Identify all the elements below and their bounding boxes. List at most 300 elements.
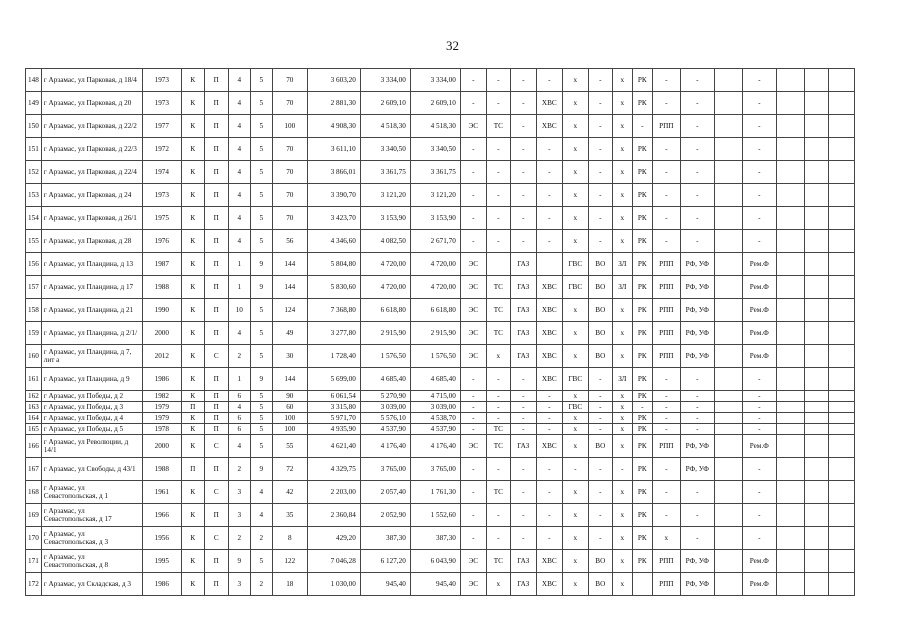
- fund-cell: -: [680, 504, 714, 527]
- row-number: 167: [26, 458, 42, 481]
- total-area-cell: 5 971,70: [307, 413, 360, 424]
- repair-fund-cell: -: [742, 115, 776, 138]
- address-cell: г Арзамас, ул Победы, д 2: [41, 391, 142, 402]
- entrances-cell: 4: [228, 92, 250, 115]
- year-cell: 1966: [142, 504, 181, 527]
- rpp-cell: -: [652, 161, 680, 184]
- empty-cell: [776, 345, 804, 368]
- empty-cell: [804, 391, 828, 402]
- gas-cell: -: [510, 413, 536, 424]
- repair-fund-cell: -: [742, 504, 776, 527]
- row-number: 172: [26, 573, 42, 596]
- empty-cell: [828, 138, 854, 161]
- slab-type-cell: П: [204, 573, 228, 596]
- empty-cell: [776, 184, 804, 207]
- residential-area-cell: 4 176,40: [410, 435, 460, 458]
- empty-cell: [776, 299, 804, 322]
- hot-water-cell: х: [562, 184, 588, 207]
- drainage-cell: -: [588, 368, 612, 391]
- total-area-cell: 3 390,70: [307, 184, 360, 207]
- drainage-cell: -: [588, 92, 612, 115]
- fund-cell: РФ, УФ: [680, 573, 714, 596]
- year-cell: 1986: [142, 573, 181, 596]
- cold-water-cell: ХВС: [536, 92, 562, 115]
- slab-type-cell: П: [204, 424, 228, 435]
- heating-cell: -: [486, 230, 510, 253]
- entrances-cell: 4: [228, 161, 250, 184]
- electricity-cell: -: [460, 230, 486, 253]
- living-area-cell: 3 153,90: [360, 207, 410, 230]
- apartments-cell: 8: [272, 527, 307, 550]
- blank-cell: [714, 504, 742, 527]
- empty-cell: [804, 402, 828, 413]
- gas-cell: ГАЗ: [510, 276, 536, 299]
- cold-water-cell: -: [536, 458, 562, 481]
- chute-cell: ЗЛ: [612, 276, 632, 299]
- residential-area-cell: 4 715,00: [410, 391, 460, 402]
- slab-type-cell: П: [204, 391, 228, 402]
- repair-cell: РК: [632, 504, 652, 527]
- row-number: 153: [26, 184, 42, 207]
- repair-cell: РК: [632, 230, 652, 253]
- wall-material-cell: К: [181, 481, 204, 504]
- chute-cell: х: [612, 184, 632, 207]
- row-number: 164: [26, 413, 42, 424]
- slab-type-cell: П: [204, 161, 228, 184]
- row-number: 158: [26, 299, 42, 322]
- drainage-cell: ВО: [588, 253, 612, 276]
- table-row: [26, 368, 855, 391]
- blank-cell: [714, 69, 742, 92]
- address-cell: г Арзамас, ул Пландина, д 2/1/: [41, 322, 142, 345]
- drainage-cell: ВО: [588, 322, 612, 345]
- apartments-cell: 144: [272, 368, 307, 391]
- electricity-cell: -: [460, 368, 486, 391]
- electricity-cell: ЭС: [460, 322, 486, 345]
- floors-cell: 5: [250, 424, 272, 435]
- gas-cell: -: [510, 69, 536, 92]
- drainage-cell: ВО: [588, 276, 612, 299]
- floors-cell: 9: [250, 276, 272, 299]
- slab-type-cell: П: [204, 458, 228, 481]
- total-area-cell: 2 203,00: [307, 481, 360, 504]
- chute-cell: х: [612, 481, 632, 504]
- electricity-cell: ЭС: [460, 253, 486, 276]
- wall-material-cell: К: [181, 299, 204, 322]
- total-area-cell: 429,20: [307, 527, 360, 550]
- hot-water-cell: х: [562, 413, 588, 424]
- blank-cell: [714, 527, 742, 550]
- apartments-cell: 90: [272, 391, 307, 402]
- total-area-cell: 3 277,80: [307, 322, 360, 345]
- heating-cell: ТС: [486, 276, 510, 299]
- row-number: 151: [26, 138, 42, 161]
- blank-cell: [714, 184, 742, 207]
- row-number: 159: [26, 322, 42, 345]
- slab-type-cell: П: [204, 253, 228, 276]
- empty-cell: [776, 527, 804, 550]
- empty-cell: [776, 481, 804, 504]
- empty-cell: [828, 161, 854, 184]
- repair-cell: РК: [632, 184, 652, 207]
- year-cell: 1956: [142, 527, 181, 550]
- electricity-cell: -: [460, 504, 486, 527]
- empty-cell: [804, 345, 828, 368]
- blank-cell: [714, 413, 742, 424]
- heating-cell: -: [486, 207, 510, 230]
- table-row: [26, 115, 855, 138]
- empty-cell: [804, 573, 828, 596]
- living-area-cell: 2 609,10: [360, 92, 410, 115]
- cold-water-cell: ХВС: [536, 368, 562, 391]
- cold-water-cell: ХВС: [536, 550, 562, 573]
- repair-fund-cell: Рем.Ф: [742, 573, 776, 596]
- chute-cell: х: [612, 207, 632, 230]
- apartments-cell: 70: [272, 161, 307, 184]
- year-cell: 1973: [142, 92, 181, 115]
- fund-cell: -: [680, 481, 714, 504]
- rpp-cell: -: [652, 184, 680, 207]
- page-number: 32: [446, 38, 459, 53]
- heating-cell: х: [486, 345, 510, 368]
- gas-cell: -: [510, 527, 536, 550]
- address-cell: г Арзамас, ул Парковая, д 18/4: [41, 69, 142, 92]
- hot-water-cell: х: [562, 550, 588, 573]
- row-number: 171: [26, 550, 42, 573]
- fund-cell: -: [680, 230, 714, 253]
- total-area-cell: 7 046,28: [307, 550, 360, 573]
- residential-area-cell: 6 043,90: [410, 550, 460, 573]
- chute-cell: х: [612, 161, 632, 184]
- slab-type-cell: С: [204, 481, 228, 504]
- table-row: [26, 391, 855, 402]
- cold-water-cell: -: [536, 207, 562, 230]
- year-cell: 1977: [142, 115, 181, 138]
- entrances-cell: 3: [228, 573, 250, 596]
- row-number: 160: [26, 345, 42, 368]
- rpp-cell: х: [652, 527, 680, 550]
- apartments-cell: 144: [272, 253, 307, 276]
- slab-type-cell: С: [204, 527, 228, 550]
- apartments-cell: 72: [272, 458, 307, 481]
- empty-cell: [804, 115, 828, 138]
- floors-cell: 5: [250, 550, 272, 573]
- repair-cell: РК: [632, 527, 652, 550]
- repair-cell: РК: [632, 161, 652, 184]
- living-area-cell: 2 057,40: [360, 481, 410, 504]
- fund-cell: РФ, УФ: [680, 435, 714, 458]
- electricity-cell: -: [460, 424, 486, 435]
- electricity-cell: -: [460, 161, 486, 184]
- apartments-cell: 70: [272, 184, 307, 207]
- year-cell: 1976: [142, 230, 181, 253]
- residential-area-cell: 4 685,40: [410, 368, 460, 391]
- chute-cell: х: [612, 322, 632, 345]
- rpp-cell: -: [652, 413, 680, 424]
- chute-cell: х: [612, 115, 632, 138]
- entrances-cell: 6: [228, 413, 250, 424]
- cold-water-cell: [536, 253, 562, 276]
- year-cell: 1987: [142, 253, 181, 276]
- address-cell: г Арзамас, ул Парковая, д 22/2: [41, 115, 142, 138]
- empty-cell: [776, 230, 804, 253]
- row-number: 163: [26, 402, 42, 413]
- empty-cell: [804, 413, 828, 424]
- apartments-cell: 18: [272, 573, 307, 596]
- residential-area-cell: 1 552,60: [410, 504, 460, 527]
- empty-cell: [776, 207, 804, 230]
- hot-water-cell: х: [562, 322, 588, 345]
- living-area-cell: 3 039,00: [360, 402, 410, 413]
- living-area-cell: 2 052,90: [360, 504, 410, 527]
- wall-material-cell: К: [181, 161, 204, 184]
- living-area-cell: 6 127,20: [360, 550, 410, 573]
- slab-type-cell: С: [204, 435, 228, 458]
- row-number: 165: [26, 424, 42, 435]
- chute-cell: х: [612, 435, 632, 458]
- slab-type-cell: П: [204, 69, 228, 92]
- hot-water-cell: х: [562, 481, 588, 504]
- repair-fund-cell: -: [742, 138, 776, 161]
- year-cell: 2000: [142, 435, 181, 458]
- empty-cell: [828, 527, 854, 550]
- address-cell: г Арзамас, ул Парковая, д 28: [41, 230, 142, 253]
- electricity-cell: -: [460, 184, 486, 207]
- floors-cell: 5: [250, 184, 272, 207]
- empty-cell: [804, 368, 828, 391]
- total-area-cell: 5 699,00: [307, 368, 360, 391]
- heating-cell: ТС: [486, 115, 510, 138]
- year-cell: 1974: [142, 161, 181, 184]
- total-area-cell: 2 360,84: [307, 504, 360, 527]
- repair-fund-cell: -: [742, 230, 776, 253]
- empty-cell: [776, 573, 804, 596]
- drainage-cell: -: [588, 230, 612, 253]
- repair-fund-cell: -: [742, 527, 776, 550]
- year-cell: 1972: [142, 138, 181, 161]
- electricity-cell: -: [460, 207, 486, 230]
- repair-fund-cell: -: [742, 402, 776, 413]
- empty-cell: [828, 481, 854, 504]
- gas-cell: -: [510, 402, 536, 413]
- empty-cell: [804, 138, 828, 161]
- apartments-cell: 55: [272, 435, 307, 458]
- total-area-cell: 3 611,10: [307, 138, 360, 161]
- row-number: 169: [26, 504, 42, 527]
- residential-area-cell: 3 340,50: [410, 138, 460, 161]
- hot-water-cell: х: [562, 69, 588, 92]
- cold-water-cell: -: [536, 527, 562, 550]
- entrances-cell: 2: [228, 345, 250, 368]
- repair-fund-cell: Рем.Ф: [742, 345, 776, 368]
- floors-cell: 5: [250, 69, 272, 92]
- rpp-cell: -: [652, 504, 680, 527]
- blank-cell: [714, 368, 742, 391]
- empty-cell: [828, 115, 854, 138]
- cold-water-cell: ХВС: [536, 435, 562, 458]
- empty-cell: [828, 345, 854, 368]
- drainage-cell: -: [588, 424, 612, 435]
- hot-water-cell: ГВС: [562, 276, 588, 299]
- apartments-cell: 70: [272, 207, 307, 230]
- gas-cell: -: [510, 161, 536, 184]
- rpp-cell: -: [652, 138, 680, 161]
- empty-cell: [828, 184, 854, 207]
- cold-water-cell: -: [536, 402, 562, 413]
- blank-cell: [714, 345, 742, 368]
- residential-area-cell: 1 761,30: [410, 481, 460, 504]
- empty-cell: [776, 504, 804, 527]
- empty-cell: [828, 424, 854, 435]
- floors-cell: 5: [250, 435, 272, 458]
- blank-cell: [714, 253, 742, 276]
- electricity-cell: -: [460, 402, 486, 413]
- empty-cell: [804, 299, 828, 322]
- hot-water-cell: х: [562, 424, 588, 435]
- empty-cell: [828, 322, 854, 345]
- gas-cell: ГАЗ: [510, 253, 536, 276]
- row-number: 170: [26, 527, 42, 550]
- floors-cell: 5: [250, 92, 272, 115]
- slab-type-cell: П: [204, 92, 228, 115]
- floors-cell: 9: [250, 368, 272, 391]
- repair-cell: РК: [632, 368, 652, 391]
- table-row: [26, 184, 855, 207]
- chute-cell: х: [612, 345, 632, 368]
- address-cell: г Арзамас, ул Складская, д 3: [41, 573, 142, 596]
- apartments-cell: 70: [272, 69, 307, 92]
- blank-cell: [714, 573, 742, 596]
- slab-type-cell: П: [204, 550, 228, 573]
- cold-water-cell: -: [536, 69, 562, 92]
- empty-cell: [776, 138, 804, 161]
- repair-cell: РК: [632, 69, 652, 92]
- entrances-cell: 2: [228, 458, 250, 481]
- rpp-cell: -: [652, 424, 680, 435]
- repair-cell: РК: [632, 138, 652, 161]
- wall-material-cell: К: [181, 115, 204, 138]
- rpp-cell: -: [652, 230, 680, 253]
- empty-cell: [776, 368, 804, 391]
- drainage-cell: -: [588, 207, 612, 230]
- slab-type-cell: П: [204, 299, 228, 322]
- gas-cell: ГАЗ: [510, 550, 536, 573]
- repair-fund-cell: -: [742, 481, 776, 504]
- year-cell: 1973: [142, 184, 181, 207]
- total-area-cell: 3 315,80: [307, 402, 360, 413]
- residential-area-cell: 4 537,90: [410, 424, 460, 435]
- wall-material-cell: К: [181, 391, 204, 402]
- residential-area-cell: 3 361,75: [410, 161, 460, 184]
- electricity-cell: -: [460, 69, 486, 92]
- wall-material-cell: К: [181, 413, 204, 424]
- chute-cell: х: [612, 230, 632, 253]
- repair-fund-cell: -: [742, 161, 776, 184]
- living-area-cell: 4 518,30: [360, 115, 410, 138]
- electricity-cell: ЭС: [460, 345, 486, 368]
- cold-water-cell: -: [536, 424, 562, 435]
- fund-cell: -: [680, 413, 714, 424]
- heating-cell: -: [486, 92, 510, 115]
- table-row: [26, 276, 855, 299]
- entrances-cell: 6: [228, 391, 250, 402]
- empty-cell: [828, 207, 854, 230]
- rpp-cell: -: [652, 207, 680, 230]
- blank-cell: [714, 391, 742, 402]
- table-row: [26, 69, 855, 92]
- table-row: [26, 161, 855, 184]
- drainage-cell: -: [588, 184, 612, 207]
- empty-cell: [828, 299, 854, 322]
- slab-type-cell: П: [204, 322, 228, 345]
- drainage-cell: -: [588, 413, 612, 424]
- chute-cell: х: [612, 402, 632, 413]
- cold-water-cell: -: [536, 138, 562, 161]
- empty-cell: [828, 92, 854, 115]
- hot-water-cell: х: [562, 435, 588, 458]
- year-cell: 1975: [142, 207, 181, 230]
- rpp-cell: РПП: [652, 276, 680, 299]
- apartments-cell: 100: [272, 413, 307, 424]
- repair-fund-cell: Рем.Ф: [742, 299, 776, 322]
- electricity-cell: ЭС: [460, 299, 486, 322]
- floors-cell: 2: [250, 573, 272, 596]
- apartments-cell: 144: [272, 276, 307, 299]
- rpp-cell: РПП: [652, 550, 680, 573]
- living-area-cell: 387,30: [360, 527, 410, 550]
- hot-water-cell: х: [562, 573, 588, 596]
- blank-cell: [714, 276, 742, 299]
- empty-cell: [828, 573, 854, 596]
- chute-cell: ЗЛ: [612, 253, 632, 276]
- fund-cell: -: [680, 115, 714, 138]
- address-cell: г Арзамас, ул Севастопольская, д 8: [41, 550, 142, 573]
- entrances-cell: 4: [228, 115, 250, 138]
- floors-cell: 5: [250, 322, 272, 345]
- row-number: 156: [26, 253, 42, 276]
- rpp-cell: -: [652, 458, 680, 481]
- slab-type-cell: П: [204, 276, 228, 299]
- blank-cell: [714, 424, 742, 435]
- address-cell: г Арзамас, ул Пландина, д 9: [41, 368, 142, 391]
- gas-cell: -: [510, 92, 536, 115]
- address-cell: г Арзамас, ул Севастопольская, д 1: [41, 481, 142, 504]
- empty-cell: [776, 322, 804, 345]
- heating-cell: ТС: [486, 435, 510, 458]
- slab-type-cell: П: [204, 230, 228, 253]
- blank-cell: [714, 230, 742, 253]
- living-area-cell: 3 121,20: [360, 184, 410, 207]
- hot-water-cell: х: [562, 115, 588, 138]
- gas-cell: -: [510, 458, 536, 481]
- rpp-cell: РПП: [652, 299, 680, 322]
- empty-cell: [776, 276, 804, 299]
- empty-cell: [828, 550, 854, 573]
- gas-cell: -: [510, 481, 536, 504]
- heating-cell: -: [486, 413, 510, 424]
- empty-cell: [804, 458, 828, 481]
- fund-cell: -: [680, 92, 714, 115]
- living-area-cell: 5 576,10: [360, 413, 410, 424]
- residential-area-cell: 2 915,90: [410, 322, 460, 345]
- blank-cell: [714, 402, 742, 413]
- total-area-cell: 3 603,20: [307, 69, 360, 92]
- heating-cell: ТС: [486, 481, 510, 504]
- rpp-cell: РПП: [652, 345, 680, 368]
- wall-material-cell: К: [181, 184, 204, 207]
- row-number: 157: [26, 276, 42, 299]
- rpp-cell: -: [652, 402, 680, 413]
